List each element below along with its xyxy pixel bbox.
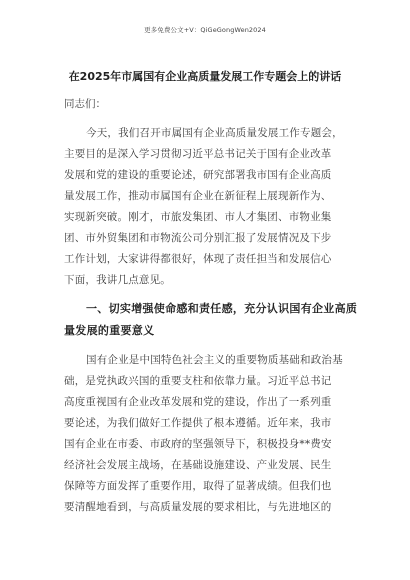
paragraph-1-line: 主要目的是深入学习贯彻习近平总书记关于国有企业改革 xyxy=(64,148,332,160)
paragraph-2-line: 经济社会发展主战场，在基础设施建设、产业发展、民生 xyxy=(64,459,332,471)
header-note: 更多免费公文+V：QiGeGongWen2024 xyxy=(144,26,266,34)
paragraph-2-line: 国有企业是中国特色社会主义的重要物质基础和政治基 xyxy=(86,354,343,366)
paragraph-2-line: 要清醒地看到，与高质量发展的要求相比，与先进地区的 xyxy=(64,501,332,513)
paragraph-1-line: 实现新突破。刚才，市旅发集团、市人才集团、市物业集 xyxy=(64,211,332,223)
paragraph-1-line: 今天，我们召开市属国有企业高质量发展工作专题会， xyxy=(86,127,343,139)
paragraph-1-line: 下面，我讲几点意见。 xyxy=(64,274,171,286)
paragraph-1-line: 发展和党的建设的重要论述，研究部署我市国有企业高质 xyxy=(64,169,332,181)
salutation: 同志们： xyxy=(64,98,106,110)
paragraph-2-line: 础，是党执政兴国的重要支柱和依靠力量。习近平总书记 xyxy=(64,375,332,387)
paragraph-2-line: 要论述，为我们做好工作提供了根本遵循。近年来，我市 xyxy=(64,417,332,429)
paragraph-1-line: 工作计划，大家讲得都很好，体现了责任担当和发展信心 xyxy=(64,253,332,265)
paragraph-1-line: 团、市外贸集团和市物流公司分别汇报了发展情况及下步 xyxy=(64,232,332,244)
paragraph-2-line: 高度重视国有企业改革发展和党的建设，作出了一系列重 xyxy=(64,396,332,408)
document-title: 在2025年市属国有企业高质量发展工作专题会上的讲话 xyxy=(68,70,342,83)
paragraph-2-line: 国有企业在市委、市政府的坚强领导下，积极投身**费安 xyxy=(64,438,332,450)
paragraph-1-line: 量发展工作，推动市属国有企业在新征程上展现新作为、 xyxy=(64,190,332,202)
section-1-heading: 量发展的重要意义 xyxy=(64,324,155,337)
section-1-heading: 一、切实增强使命感和责任感，充分认识国有企业高质 xyxy=(86,302,358,315)
paragraph-2-line: 保障等方面发挥了重要作用，取得了显著成绩。但我们也 xyxy=(64,480,332,492)
